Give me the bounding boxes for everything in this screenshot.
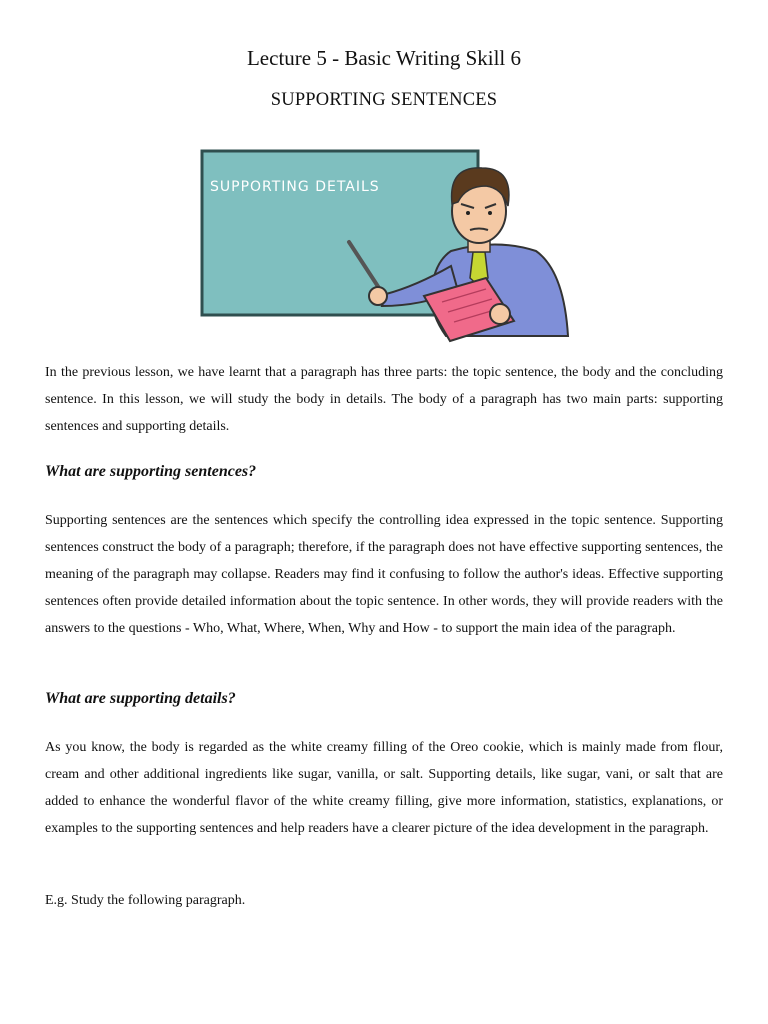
- board-text: SUPPORTING DETAILS: [210, 179, 380, 195]
- heading-supporting-sentences: What are supporting sentences?: [45, 463, 257, 480]
- example-line: E.g. Study the following paragraph.: [45, 893, 246, 908]
- lecture-title: Lecture 5 - Basic Writing Skill 6: [246, 46, 522, 70]
- supporting-details-paragraph: As you know, the body is regarded as the white creamy filling of the Oreo cookie, which is mainly made from flour, cream and other additional ingredients like sugar, vanilla, or salt. Supporting details, like sugar, vani, or salt that are added to enhance the wonderful flavor of the white creamy filling, give more information, statistics, explanations, or examples to the supporting sentences and help readers have a clearer picture of the idea development in the paragraph.: [45, 740, 723, 836]
- teacher-hand-right: [490, 304, 510, 324]
- intro-paragraph: In the previous lesson, we have learnt that a paragraph has three parts: the topic sentence, the body and the concluding sentence. In this lesson, we will study the body in details. The body of a paragraph has two main parts: supporting sentences and supporting details.: [45, 365, 723, 434]
- supporting-sentences-paragraph: Supporting sentences are the sentences which specify the controlling idea expressed in the topic sentence. Supporting sentences construct the body of a paragraph; therefore, if the paragraph does not have effective supporting sentences, the meaning of the paragraph may collapse. Readers may find it confusing to follow the author's ideas. Effective supporting sentences often provide detailed information about the topic sentence. In other words, they will provide readers with the answers to the questions - Who, What, Where, When, Why and How - to support the main idea of the paragraph.: [45, 513, 723, 636]
- heading-supporting-details: What are supporting details?: [45, 690, 236, 707]
- teacher-eye-right: [488, 211, 492, 215]
- teacher-hand-left: [369, 287, 387, 305]
- section-title: SUPPORTING SENTENCES: [270, 90, 498, 110]
- teacher-illustration: [196, 146, 576, 346]
- teacher-eye: [466, 211, 470, 215]
